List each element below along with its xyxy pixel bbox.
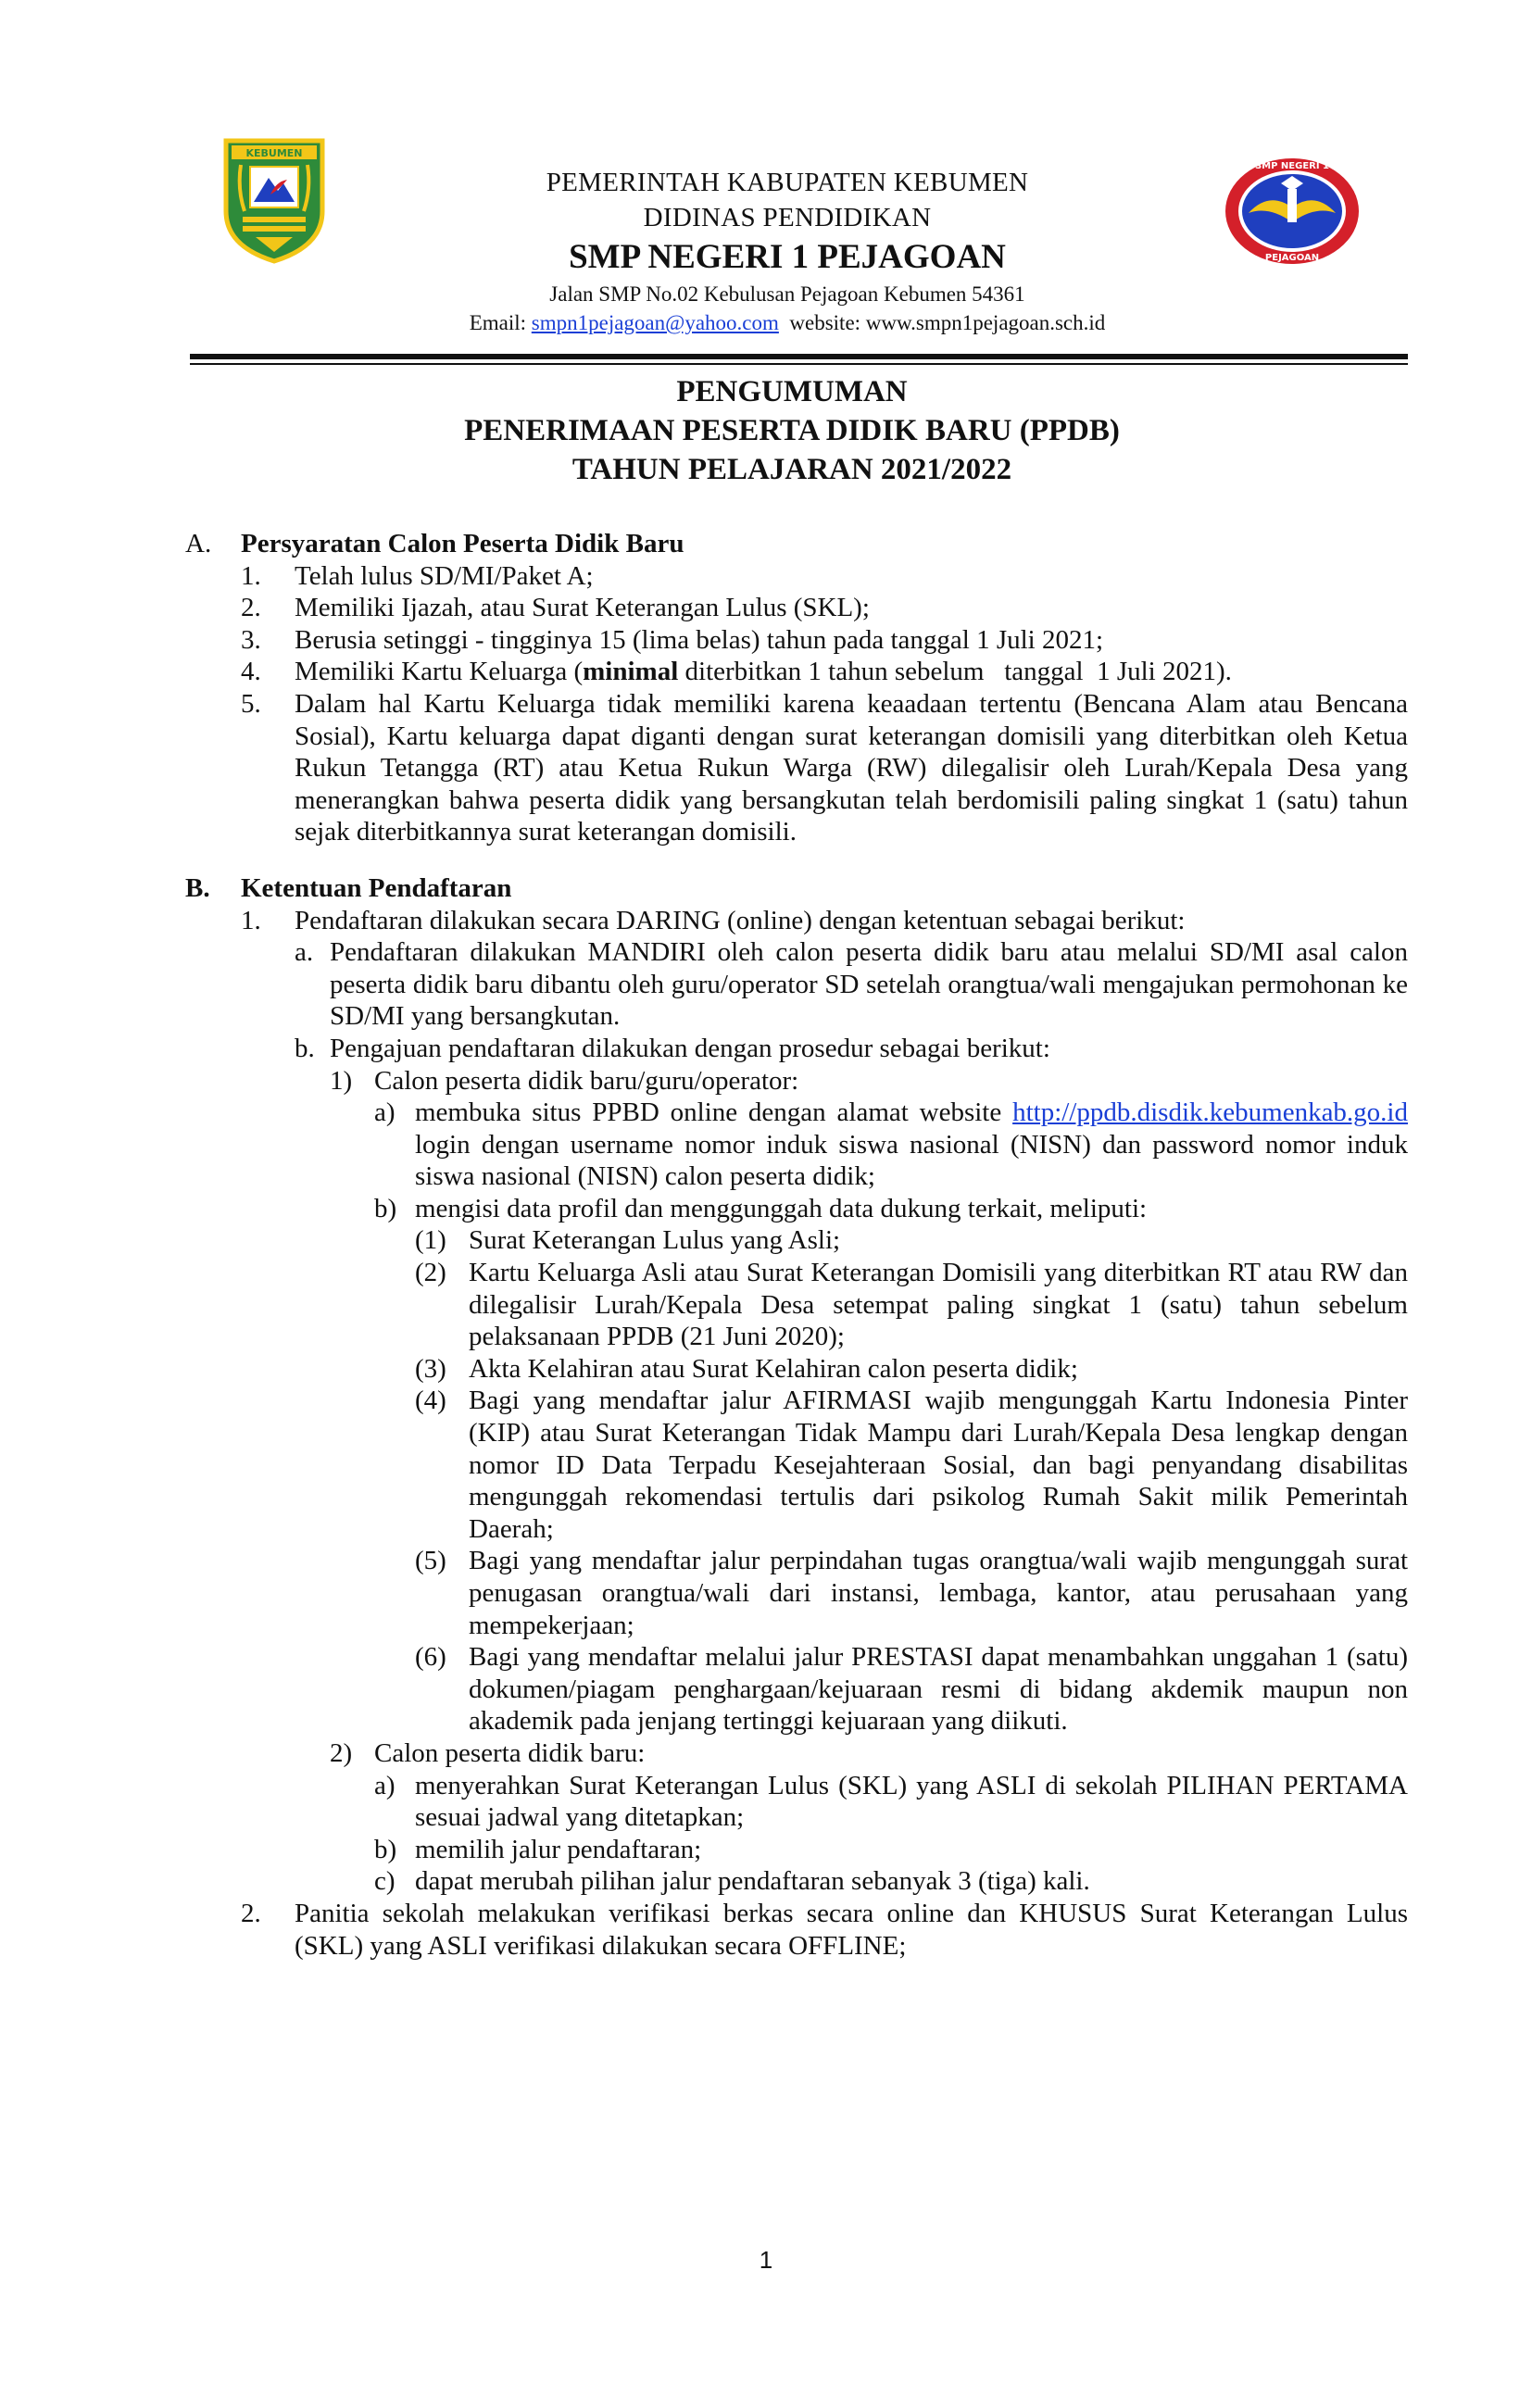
list-item [415, 1224, 1408, 1257]
item-number: 1) [330, 1065, 353, 1096]
item-text: Kartu Keluarga Asli atau Surat Keterangan Domisili yang diterbitkan RT atau RW dan dilegalisir Lurah/Kepala Desa setempat paling singkat 1 (satu) tahun sebelum pelaksanaan PPDB (21 Juni 2020); [469, 1258, 1408, 1352]
list-item [241, 1898, 1408, 1962]
item-text: Berusia setinggi - tingginya 15 (lima belas) tahun pada tanggal 1 Juli 2021; [295, 624, 1104, 655]
item-text: Calon peserta didik baru: [374, 1737, 646, 1768]
contact-line [324, 308, 1250, 337]
item-number: b. [295, 1033, 315, 1063]
text-part: membuka situs PPBD online dengan alamat website [415, 1097, 1013, 1128]
item-text: Pengajuan pendaftaran dilakukan dengan prosedur sebagai berikut: [330, 1033, 1050, 1063]
email-label: Email: [469, 311, 532, 334]
list-item [330, 1065, 1408, 1097]
item-text: Bagi yang mendaftar jalur perpindahan tugas orangtua/wali wajib mengunggah surat penugasan orangtua/wali dari instansi, lembaga, kantor, atau perusahaan yang mempekerjaan; [469, 1546, 1408, 1640]
text-part: login dengan username nomor induk siswa nasional (NISN) dan password nomor induk siswa nasional (NISN) calon peserta didik; [415, 1129, 1408, 1192]
school-name: SMP NEGERI 1 PEJAGOAN [569, 238, 1006, 276]
item-number: 4. [241, 657, 261, 687]
list-item [415, 1545, 1408, 1641]
item-text [415, 1097, 1408, 1193]
item-number: (6) [415, 1642, 446, 1673]
item-text: Pendaftaran dilakukan MANDIRI oleh calon peserta didik baru atau melalui SD/MI asal calon peserta didik baru dibantu oleh guru/operator SD setelah orangtua/wali mengajukan permohonan ke SD/MI yang bersangkutan. [330, 937, 1408, 1032]
announcement-body [185, 528, 1408, 1962]
email-link[interactable]: smpn1pejagoan@yahoo.com [531, 311, 779, 334]
emphasis-text: minimal [583, 657, 679, 687]
title-line-2: PENERIMAAN PESERTA DIDIK BARU (PPDB) [464, 414, 1120, 447]
text-part: diterbitkan 1 tahun sebelum tanggal 1 Juli 2021). [678, 657, 1232, 687]
letterhead [0, 0, 1532, 370]
section-number: A. [185, 529, 212, 558]
item-number: (3) [415, 1353, 446, 1384]
kebumen-regency-emblem [222, 137, 326, 265]
item-text: Panitia sekolah melakukan verifikasi berkas secara online dan KHUSUS Surat Keterangan Lulus (SKL) yang ASLI verifikasi dilakukan secara OFFLINE; [295, 1898, 1408, 1961]
list-item [374, 1865, 1408, 1898]
item-number: a) [374, 1097, 396, 1128]
item-text [295, 656, 1408, 688]
item-number: 1. [241, 560, 261, 591]
item-text: mengisi data profil dan menggunggah data dukung terkait, meliputi: [415, 1193, 1148, 1223]
department-line: DIDINAS PENDIDIKAN [643, 203, 932, 232]
item-text: dapat merubah pilihan jalur pendaftaran sebanyak 3 (tiga) kali. [415, 1866, 1090, 1897]
school-emblem [1223, 156, 1362, 267]
website-text: website: www.smpn1pejagoan.sch.id [778, 311, 1106, 334]
letterhead-text [324, 165, 1250, 337]
section-b-heading [185, 872, 1408, 905]
item-number: a) [374, 1770, 396, 1800]
item-text: Telah lulus SD/MI/Paket A; [295, 560, 594, 591]
item-number: (4) [415, 1386, 446, 1416]
item-number: 2) [330, 1737, 353, 1768]
item-number: c) [374, 1866, 396, 1897]
list-item [415, 1257, 1408, 1353]
item-number: (1) [415, 1225, 446, 1256]
item-text: Bagi yang mendaftar jalur AFIRMASI wajib mengunggah Kartu Indonesia Pinter (KIP) atau Surat Keterangan Tidak Mampu dari Lurah/Kepala Desa lengkap dengan nomor ID Data Terpadu Kesejahteraan Sosial, dan bagi penyandang disabilitas mengunggah rekomendasi tertulis dari psikolog Rumah Sakit milik Pemerintah Daerah; [469, 1386, 1408, 1544]
item-number: 1. [241, 905, 261, 935]
item-text: Memiliki Ijazah, atau Surat Keterangan Lulus (SKL); [295, 593, 870, 623]
section-a-heading [185, 528, 1408, 560]
item-number: (5) [415, 1546, 446, 1576]
title-line-1: PENGUMUMAN [676, 375, 908, 408]
list-item [415, 1641, 1408, 1737]
title-line-3: TAHUN PELAJARAN 2021/2022 [571, 453, 1012, 486]
item-number: 5. [241, 688, 261, 719]
item-text: Pendaftaran dilakukan secara DARING (online) dengan ketentuan sebagai berikut: [295, 905, 1186, 935]
logo-text: KEBUMEN [245, 147, 303, 159]
section-a [185, 528, 1408, 848]
item-number: b) [374, 1193, 397, 1223]
list-item [374, 1193, 1408, 1225]
list-item [295, 936, 1408, 1033]
item-number: b) [374, 1834, 397, 1864]
logo-top-text: SMP NEGERI 1 [1254, 161, 1330, 171]
item-text: memilih jalur pendaftaran; [415, 1834, 702, 1864]
ppdb-website-link[interactable]: http://ppdb.disdik.kebumenkab.go.id [1012, 1097, 1408, 1128]
item-text: Surat Keterangan Lulus yang Asli; [469, 1225, 841, 1256]
list-item [374, 1097, 1408, 1193]
page-number: 1 [759, 2246, 773, 2274]
item-text: Bagi yang mendaftar melalui jalur PRESTASI dapat menambahkan unggahan 1 (satu) dokumen/piagam penghargaan/kejuaraan resmi di bidang akdemik maupun non akademik pada jenjang tertinggi kejuaraan yang diikuti. [469, 1642, 1408, 1737]
item-text: Calon peserta didik baru/guru/operator: [374, 1065, 799, 1096]
section-title: Ketentuan Pendaftaran [241, 872, 512, 903]
header-divider-thick [190, 354, 1408, 359]
list-item [241, 592, 1408, 624]
list-item [241, 656, 1408, 688]
item-text: Akta Kelahiran atau Surat Kelahiran calon peserta didik; [469, 1353, 1078, 1384]
item-number: 2. [241, 1898, 261, 1928]
item-number: 3. [241, 624, 261, 655]
section-number: B. [185, 872, 210, 903]
announcement-title [185, 372, 1399, 489]
list-item [241, 560, 1408, 593]
list-item [241, 624, 1408, 657]
item-number: (2) [415, 1258, 446, 1288]
list-item [330, 1737, 1408, 1770]
item-text: menyerahkan Surat Keterangan Lulus (SKL) yang ASLI di sekolah PILIHAN PERTAMA sesuai jadwal yang ditetapkan; [415, 1770, 1408, 1833]
section-title: Persyaratan Calon Peserta Didik Baru [241, 529, 684, 558]
government-line: PEMERINTAH KABUPATEN KEBUMEN [546, 168, 1029, 197]
school-address: Jalan SMP No.02 Kebulusan Pejagoan Kebumen 54361 [549, 282, 1025, 306]
logo-bottom-text: PEJAGOAN [1264, 253, 1320, 263]
section-b [185, 872, 1408, 1962]
list-item [295, 1033, 1408, 1065]
list-item [415, 1353, 1408, 1386]
list-item [415, 1385, 1408, 1545]
header-divider-thin [190, 363, 1408, 365]
list-item [374, 1770, 1408, 1834]
text-part: Memiliki Kartu Keluarga ( [295, 657, 584, 687]
list-item [241, 688, 1408, 848]
list-item [374, 1834, 1408, 1866]
item-number: 2. [241, 593, 261, 623]
list-item [241, 905, 1408, 937]
item-text: Dalam hal Kartu Keluarga tidak memiliki karena keaadaan tertentu (Bencana Alam atau Bencana Sosial), Kartu keluarga dapat diganti dengan surat keterangan domisili yang diterbitkan oleh Ketua Rukun Tetangga (RT) atau Ketua Rukun Warga (RW) dilegalisir oleh Lurah/Kepala Desa yang menerangkan bahwa peserta didik yang bersangkutan telah berdomisili paling singkat 1 (satu) tahun sejak diterbitkannya surat keterangan domisili. [295, 688, 1408, 847]
item-number: a. [295, 937, 314, 968]
